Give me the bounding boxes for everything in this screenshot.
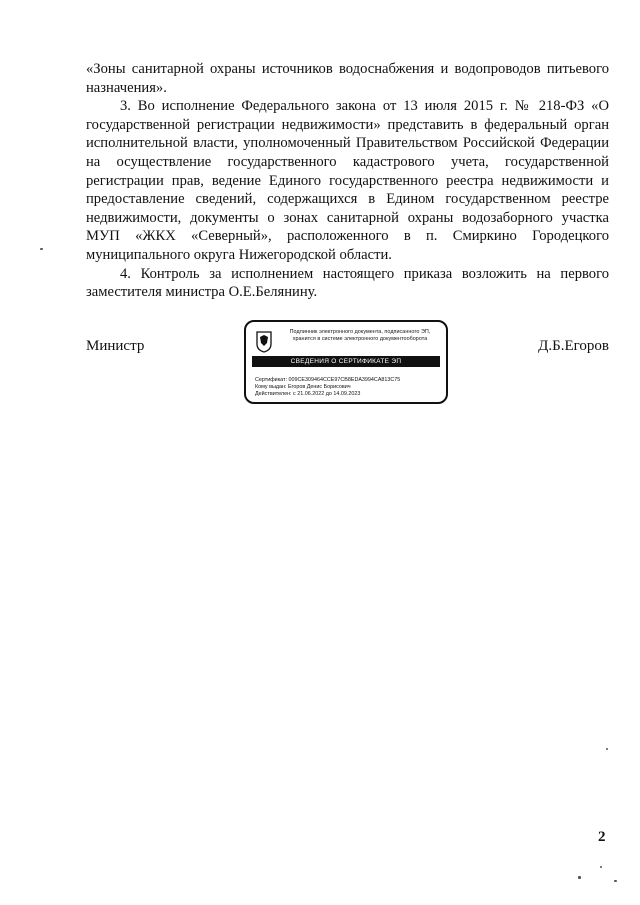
scan-speck (600, 866, 602, 868)
scan-speck (40, 248, 43, 250)
certificate-owner: Кому выдан: Егоров Денис Борисович (255, 384, 351, 390)
scan-speck (578, 876, 581, 879)
certificate-validity: Действителен: с 21.06.2022 до 14.09.2023 (255, 391, 361, 397)
signatory-position: Министр (86, 338, 145, 354)
stamp-note (276, 329, 444, 343)
stamp-note-line-1: Подлинник электронного документа, подписанного ЭП, (289, 329, 431, 335)
coat-of-arms-icon (256, 331, 272, 353)
document-body (86, 60, 609, 302)
signatory-name: Д.Б.Егоров (538, 338, 609, 354)
paragraph-item-4: 4. Контроль за исполнением настоящего приказа возложить на первого заместителя министра О.Е.Белянину. (86, 265, 609, 301)
stamp-certificate-details (255, 377, 400, 398)
stamp-note-line-2: хранится в системе электронного документооборота (292, 336, 428, 342)
page-number: 2 (598, 829, 606, 845)
electronic-signature-stamp (244, 320, 448, 404)
scan-speck (606, 748, 608, 750)
paragraph-item-3: 3. Во исполнение Федерального закона от 13 июля 2015 г. № 218-ФЗ «О государственной регистрации недвижимости» представить в федеральный орган исполнительной власти, уполномоченный Правительством Российской Федерации на осуществление государственного кадастрового учета, государственной регистрации прав, ведение Единого государственного реестра недвижимости и предоставление сведений, содержащихся в Едином государственном реестре недвижимости, документы о зонах санитарной охраны водозаборного участка МУП «ЖКХ «Северный», расположенного в п. Смиркино Городецкого муниципального округа Нижегородской области. (86, 98, 609, 263)
paragraph-continued: «Зоны санитарной охраны источников водоснабжения и водопроводов питьевого назначения». (86, 61, 609, 96)
certificate-number: Сертификат: 009CE309464CCE97CB8EDA3994CA813C75 (255, 377, 401, 383)
scan-speck (614, 880, 617, 882)
stamp-banner: СВЕДЕНИЯ О СЕРТИФИКАТЕ ЭП (252, 356, 440, 367)
